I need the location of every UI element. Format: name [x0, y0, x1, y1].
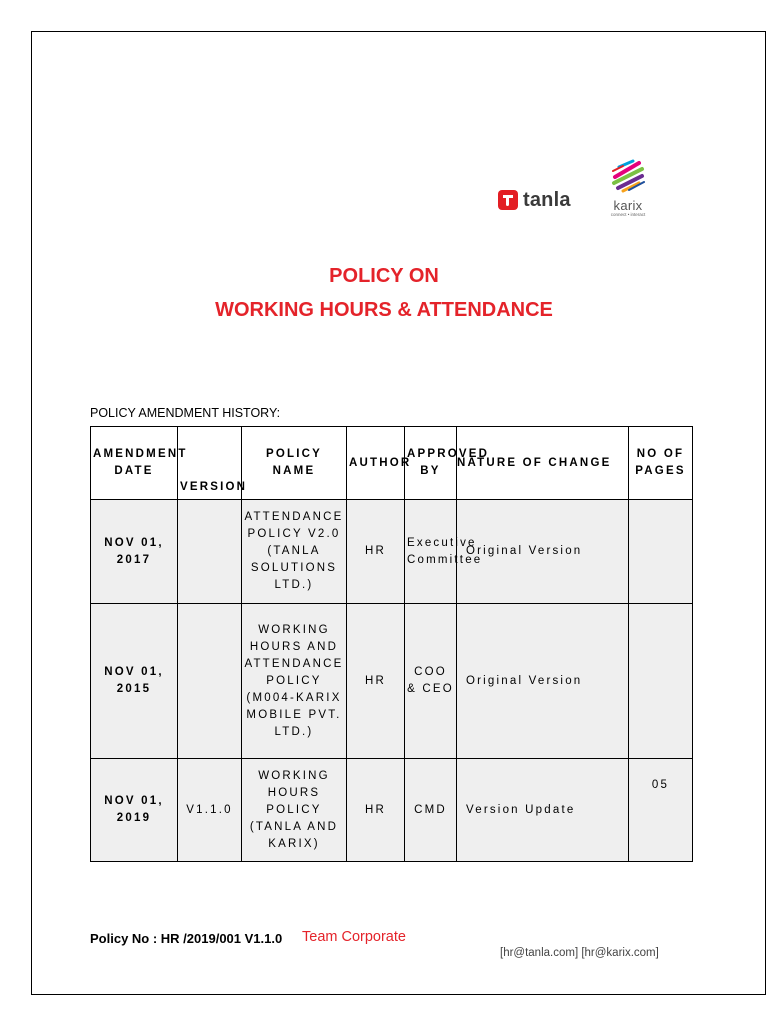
header-version: VERSION — [178, 427, 242, 500]
contact-emails: [hr@tanla.com] [hr@karix.com] — [500, 947, 659, 959]
cell-nature-of-change: Original Version — [457, 500, 629, 604]
table-row — [91, 500, 693, 604]
tanla-mark-icon — [498, 190, 518, 210]
cell-no-of-pages: 05 — [629, 759, 693, 862]
cell-amendment-date: NOV 01, 2017 — [91, 500, 178, 604]
cell-policy-name: WORKING HOURS POLICY (TANLA AND KARIX) — [242, 759, 347, 862]
cell-nature-of-change: Original Version — [457, 604, 629, 759]
cell-approved-by: CMD — [405, 759, 457, 862]
cell-policy-name: WORKING HOURS AND ATTENDANCE POLICY (M004-KARIX MOBILE PVT. LTD.) — [242, 604, 347, 759]
cell-version: V1.1.0 — [178, 759, 242, 862]
table-header-row — [91, 427, 693, 500]
table-row — [91, 604, 693, 759]
cell-version — [178, 500, 242, 604]
cell-author: HR — [347, 759, 405, 862]
cell-no-of-pages — [629, 604, 693, 759]
cell-no-of-pages — [629, 500, 693, 604]
cell-approved-by: COO & CEO — [405, 604, 457, 759]
cell-amendment-date: NOV 01, 2019 — [91, 759, 178, 862]
header-nature-of-change: NATURE OF CHANGE — [457, 427, 629, 500]
tanla-wordmark: tanla — [523, 188, 571, 211]
header-policy-name: POLICY NAME — [242, 427, 347, 500]
karix-tagline: connect • interact — [610, 212, 646, 217]
karix-logo — [603, 157, 653, 217]
table-row — [91, 759, 693, 862]
amendment-history-label: POLICY AMENDMENT HISTORY: — [90, 406, 281, 420]
policy-number: Policy No : HR /2019/001 V1.1.0 — [90, 931, 283, 946]
amendment-history-table — [90, 426, 693, 862]
document-title-line2: WORKING HOURS & ATTENDANCE — [215, 299, 553, 321]
karix-wordmark: karix — [613, 198, 643, 213]
karix-swirl-icon — [609, 157, 647, 195]
cell-author: HR — [347, 604, 405, 759]
cell-nature-of-change: Version Update — [457, 759, 629, 862]
tanla-logo — [498, 188, 571, 212]
header-approved-by: APPROVED BY — [405, 427, 457, 500]
header-amendment-date: AMENDMENT DATE — [91, 427, 178, 500]
team-name: Team Corporate — [302, 929, 406, 945]
cell-amendment-date: NOV 01, 2015 — [91, 604, 178, 759]
cell-approved-by: Executive Committee — [405, 500, 457, 604]
document-title-line1: POLICY ON — [329, 265, 439, 287]
header-no-of-pages: NO OF PAGES — [629, 427, 693, 500]
cell-author: HR — [347, 500, 405, 604]
cell-version — [178, 604, 242, 759]
header-author: AUTHOR — [347, 427, 405, 500]
cell-policy-name: ATTENDANCE POLICY V2.0 (TANLA SOLUTIONS LTD.) — [242, 500, 347, 604]
